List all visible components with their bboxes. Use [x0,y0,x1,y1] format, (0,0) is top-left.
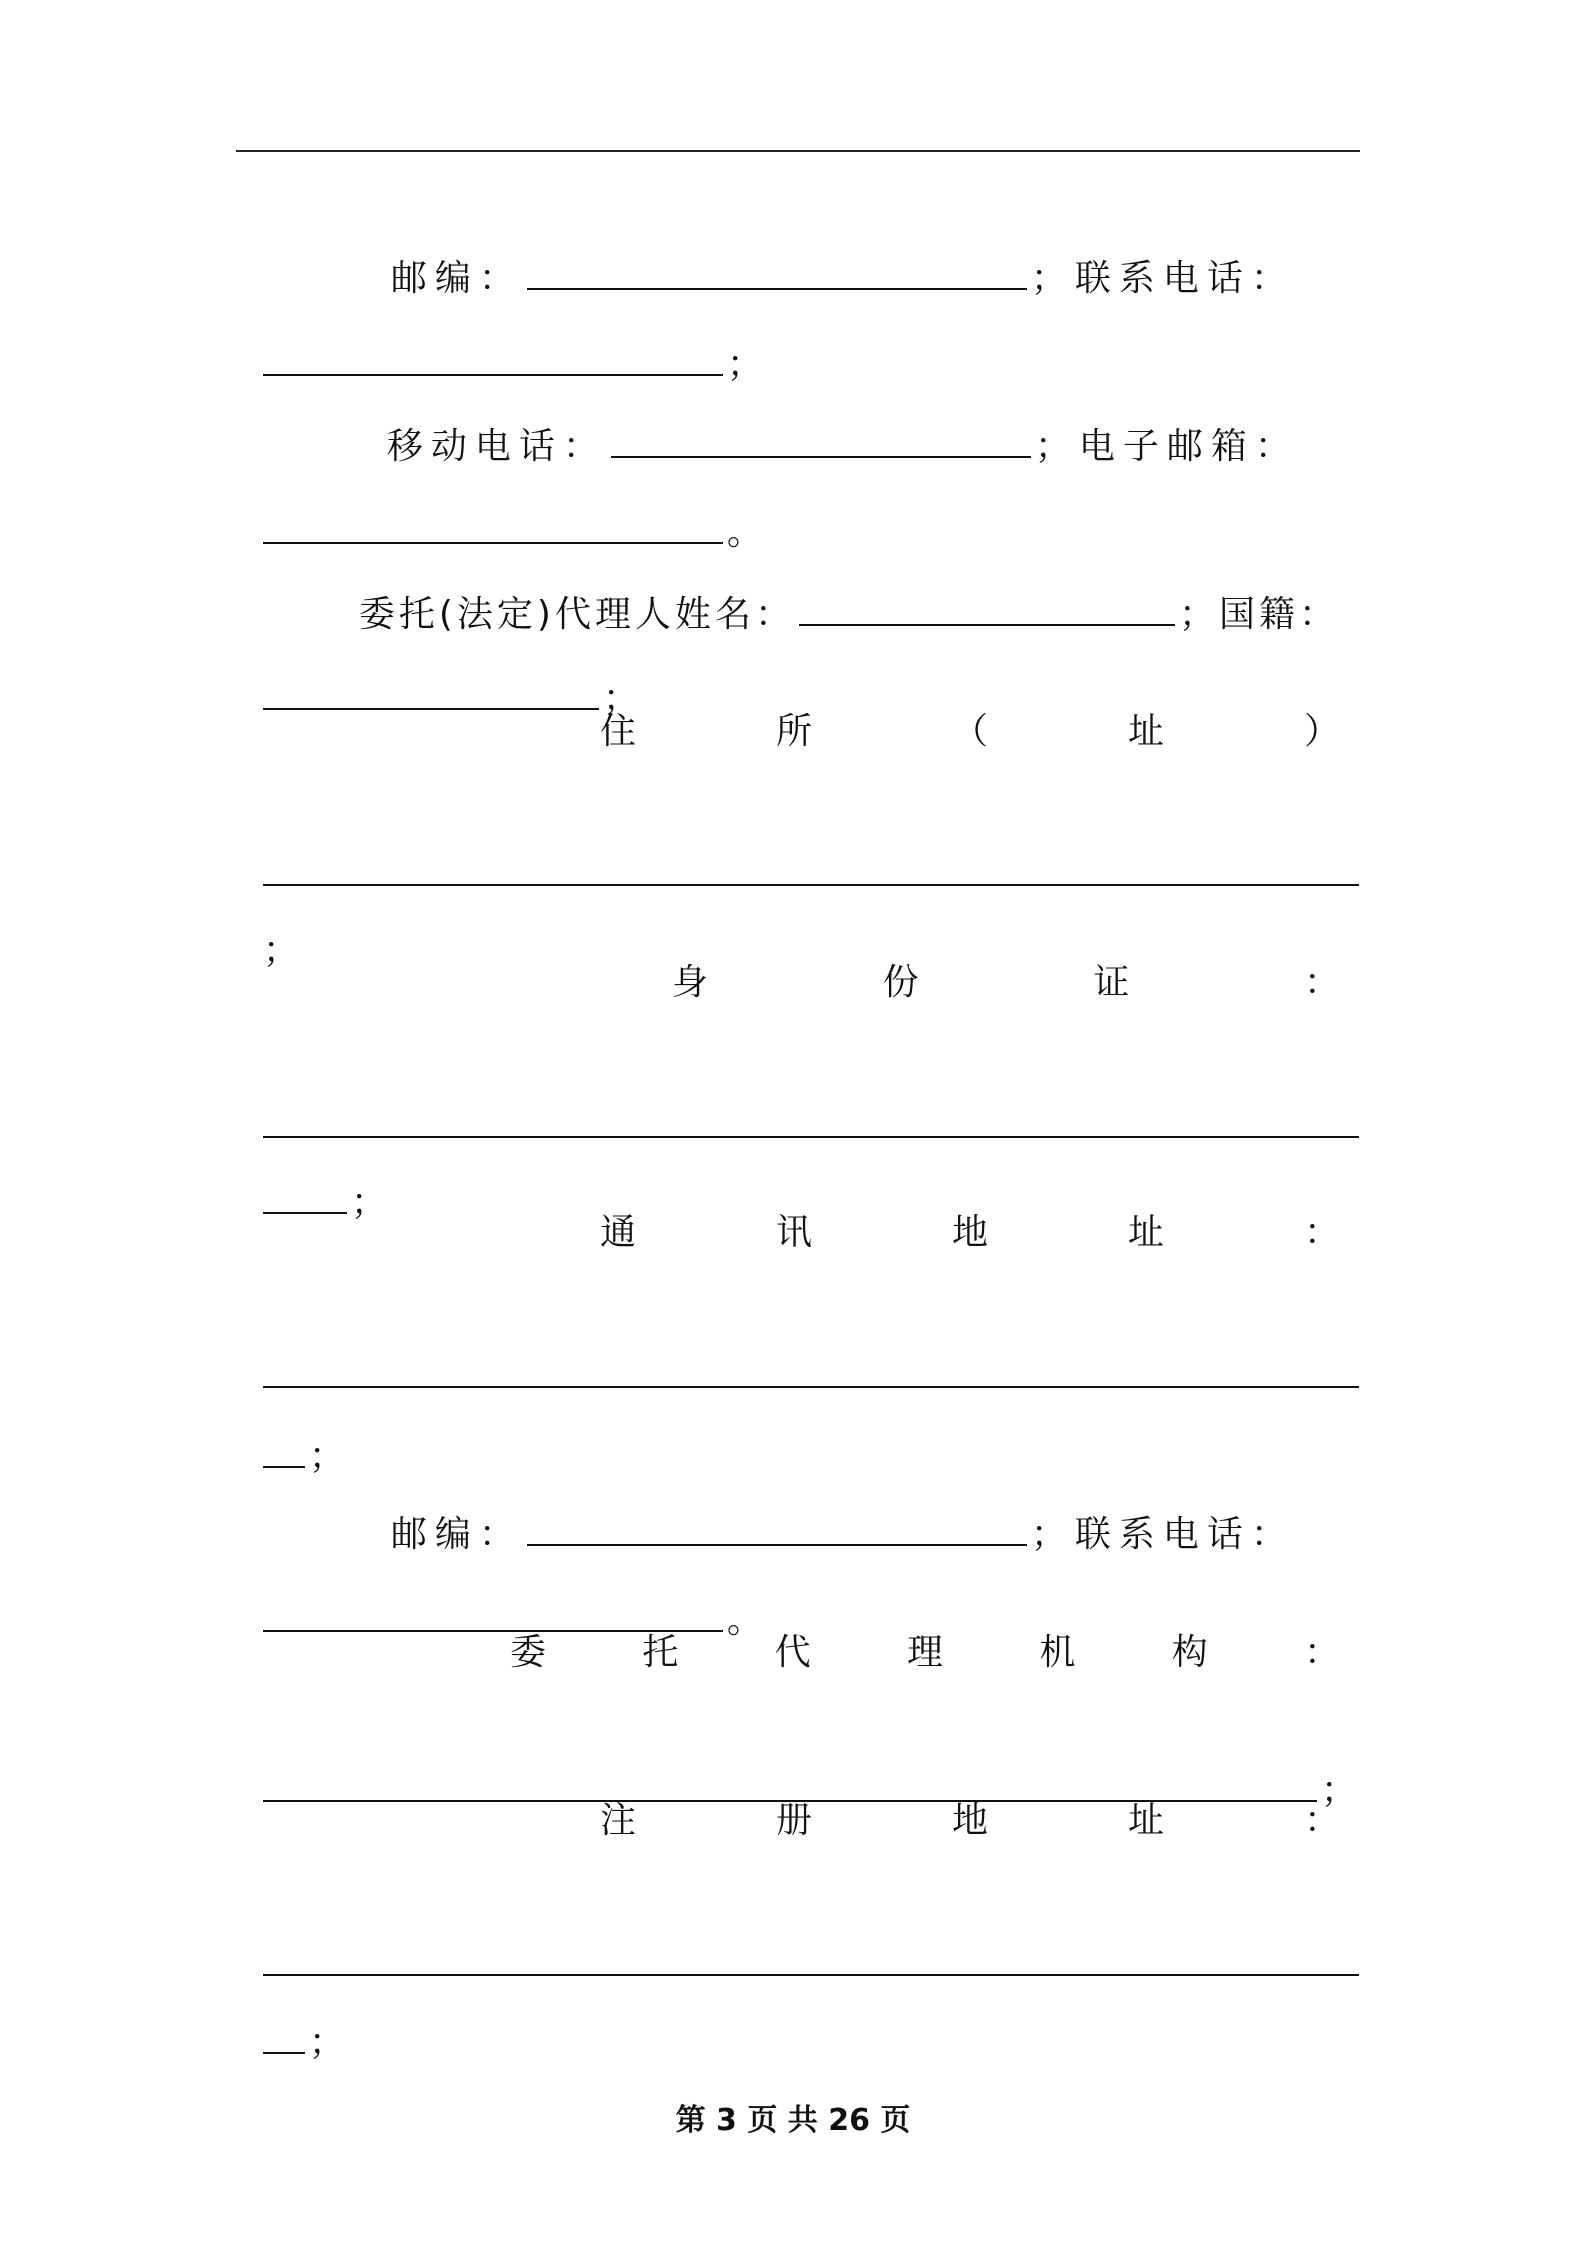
phone-blank[interactable] [263,342,723,376]
id-blank-line [240,1052,1340,1102]
agent-name-blank[interactable] [799,592,1175,626]
postcode-line [240,204,1340,299]
header-rule [236,150,1360,152]
nationality-blank[interactable] [263,676,599,710]
reg-address-label-line: 注 册 地 址 ： [600,1800,1340,1841]
id-blank-line-2: ； [240,1128,1340,1178]
residence-blank-line [240,800,1340,850]
residence-end: ； [262,930,299,971]
mobile-label: 移动电话： [386,426,607,467]
nationality-label: ；国籍： [1178,594,1339,635]
email-line: 。 [240,458,1340,508]
email-label: ；电子邮箱： [1034,426,1299,467]
agency-blank-line: ； [240,1716,1340,1766]
phone-label: ；联系电话： [1030,258,1295,299]
postcode-blank-2[interactable] [527,1512,1027,1546]
nationality-line: ； [240,624,1340,674]
phone-line: ； [240,290,1340,340]
page-footer: 第 3 页 共 26 页 [675,2103,911,2138]
agency-label-line: 委 托 代 理 机 构 ： [510,1632,1340,1673]
postcode-line-2: 邮编： ；联系电话： [390,1514,1295,1555]
email-blank[interactable] [263,510,723,544]
id-label-line: 身 份 证 ： [672,962,1340,1003]
postcode-blank[interactable] [527,256,1027,290]
reg-address-blank-line [240,1890,1340,1940]
agent-name-label: 委托(法定)代理人姓名： [358,594,795,635]
mobile-blank[interactable] [611,424,1031,458]
agent-name-line [240,540,1340,635]
address-blank-line-2: ； [240,1382,1340,1432]
phone-line-2: 。 [240,1546,1340,1596]
address-label-line: 通 讯 地 址 ： [600,1212,1340,1253]
mobile-line [240,372,1340,467]
residence-label-line: 住 所 （ 址 ） [600,711,1340,752]
postcode-label: 邮编： [390,258,523,299]
address-blank-line [240,1302,1340,1352]
phone-blank-2[interactable] [263,1598,723,1632]
reg-address-blank-line-2: ； [240,1968,1340,2018]
